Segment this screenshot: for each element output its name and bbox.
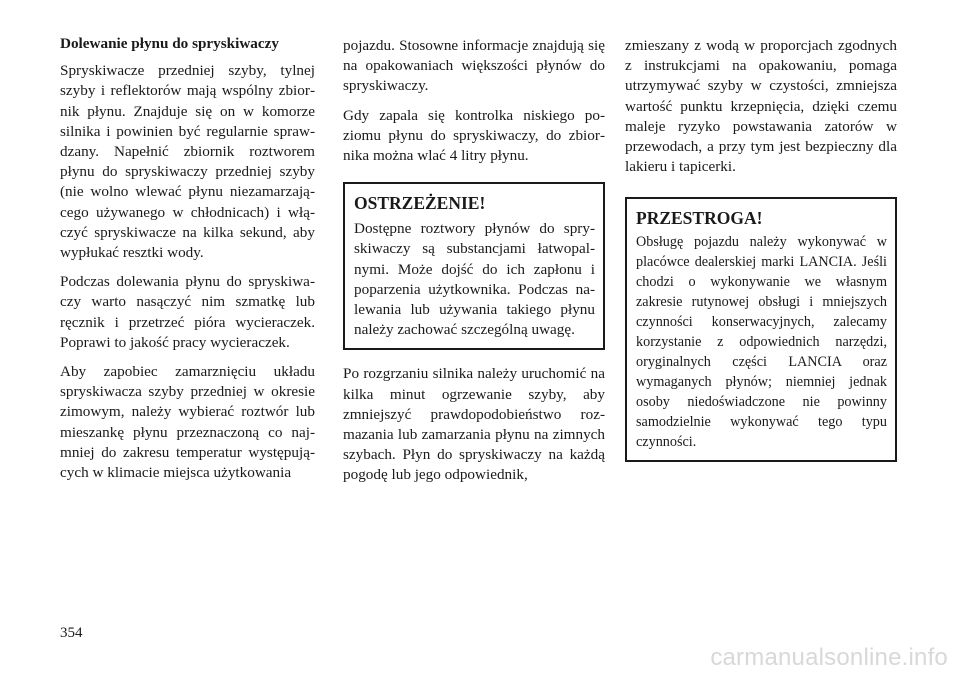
paragraph: Gdy zapala się kontrolka niskiego poziomu płynu do spryskiwaczy, do zbiornika można wlać 4 litry płynu. <box>343 106 605 165</box>
paragraph: pojazdu. Stosowne informacje znajdują się na opakowaniach większości płynów do spryskiwaczy. <box>343 37 605 95</box>
column-3 <box>625 36 897 476</box>
caution-text: Obsługę pojazdu należy wykonywać w placówce dealerskiej marki LANCIA. Jeśli chodzi o wykonywanie we własnym zakresie rutynowej obsługi i mniejszych czynności konserwacyjnych, zalecamy korzystanie z odpowiednich narzędzi, oryginalnych części LANCIA oraz wymaganych płynów; niemniej jednak osoby niedoświadczone nie powinny samodzielnie wykonywać tego typu czynności. <box>636 234 887 451</box>
paragraph: zmieszany z wodą w proporcjach zgodnych z instrukcjami na opakowaniu, pomaga utrzymywać szyby w czystości, zmniejsza wartość punktu krzepnięcia, dzięki czemu maleje ryzyko powstawania zatorów w przewodach, a przy tym jest bezpieczny dla lakieru i tapicerki. <box>625 37 897 176</box>
paragraph: Po rozgrzaniu silnika należy uruchomić na kilka minut ogrzewanie szyby, aby zmniejszyć prawdopodobieństwo rozmazania lub zamarzania płynu na zimnych szybach. Płyn do spryskiwaczy na każdą pogodę lub jego odpowiednik, <box>343 365 605 484</box>
column-2 <box>343 36 605 495</box>
watermark: carmanualsonline.info <box>710 644 948 671</box>
warning-box <box>343 182 605 350</box>
paragraph: Spryskiwacze przedniej szyby, tylnej szyby i reflektorów mają wspólny zbiornik płynu. Znajduje się on w komorze silnika i powinien być regularnie sprawdzany. Napełnić zbiornik roztworem płynu do spryskiwaczy przedniej szyby (nie wolno wlewać płynu niezamarzającego używanego w chłodnicach) i włączyć spryskiwacze na kilka sekund, aby wypłukać resztki wody. <box>60 62 315 262</box>
column-1 <box>60 34 315 492</box>
warning-text: Dostępne roztwory płynów do spryskiwaczy są substancjami łatwopalnymi. Może dojść do ich zapłonu i poparzenia użytkownika. Podczas nalewania lub używania takiego płynu należy zachować szczególną uwagę. <box>354 220 595 339</box>
caution-title: PRZESTROGA! <box>636 208 763 229</box>
warning-title: OSTRZEŻENIE! <box>354 193 486 214</box>
section-heading: Dolewanie płynu do spryskiwaczy <box>60 35 279 52</box>
paragraph: Podczas dolewania płynu do spryskiwaczy warto nasączyć nim szmatkę lub ręcznik i przetrzeć pióra wycieraczek. Poprawi to jakość pracy wycieraczek. <box>60 273 315 351</box>
paragraph: Aby zapobiec zamarznięciu układu spryskiwacza szyby przedniej w okresie zimowym, należy wybierać roztwór lub mieszankę płynu przeznaczoną co najmniej do zakresu temperatur występujących w klimacie miejsca użytkowania <box>60 363 315 482</box>
page-number: 354 <box>60 625 83 641</box>
caution-box <box>625 197 897 462</box>
